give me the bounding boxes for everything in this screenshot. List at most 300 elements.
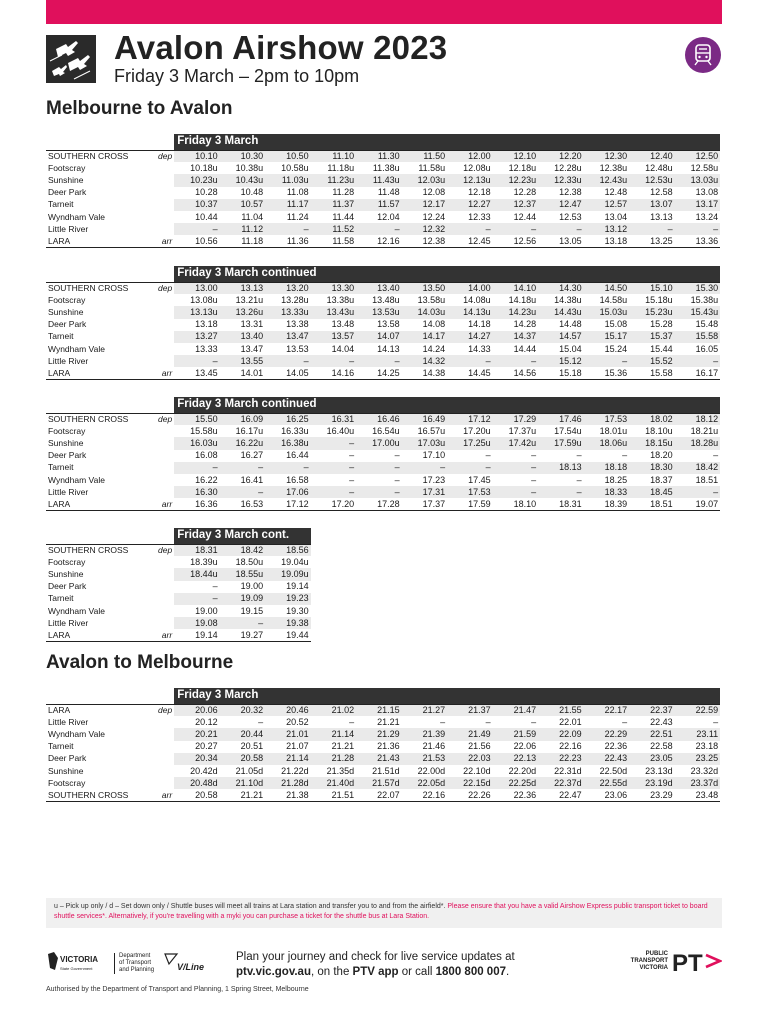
vline-logo: [163, 950, 207, 976]
time-cell: 15.37: [629, 331, 675, 343]
time-cell: 12.56: [493, 235, 539, 247]
dep-arr-label: [156, 462, 174, 474]
time-cell: 11.23u: [311, 174, 357, 186]
time-cell: 16.58: [286, 474, 309, 485]
table-row: [46, 605, 311, 617]
time-cell: 12.50: [675, 150, 721, 162]
table-row: [46, 425, 720, 437]
time-cell: 13.50: [402, 282, 448, 294]
time-cell: –: [174, 223, 220, 235]
station-name: SOUTHERN CROSS: [46, 789, 156, 801]
time-cell: –: [394, 450, 400, 461]
time-cell: 13.03u: [675, 174, 721, 186]
plan-mid: , on the: [310, 966, 353, 978]
dep-arr-label: [156, 741, 174, 753]
time-cell: –: [440, 716, 446, 727]
timetable-melbourne-to-avalon-2: [46, 266, 720, 380]
time-cell: 17.59: [447, 498, 493, 510]
time-cell: 12.18: [468, 187, 491, 198]
time-cell: 21.46: [422, 741, 446, 752]
time-cell: –: [220, 617, 266, 629]
time-cell: 21.55: [538, 704, 584, 716]
time-cell: 18.20: [650, 450, 673, 461]
time-cell: 13.55: [220, 355, 266, 367]
station-name: Tarneit: [48, 741, 74, 752]
ptv-logo: [620, 945, 722, 977]
time-cell: 21.14: [265, 753, 311, 765]
time-cell: 11.04: [241, 211, 264, 222]
time-cell: –: [356, 355, 402, 367]
station-name: Little River: [48, 223, 89, 234]
table-row: [46, 343, 720, 355]
time-cell: 19.00: [195, 605, 218, 616]
time-cell: 10.28: [195, 187, 218, 198]
time-cell: 22.43: [584, 753, 630, 765]
time-cell: 16.09: [220, 413, 266, 425]
time-cell: –: [402, 462, 448, 474]
time-cell: 12.43u: [584, 174, 630, 186]
time-cell: 21.27: [402, 704, 448, 716]
time-cell: 11.36: [265, 235, 311, 247]
time-cell: 12.00: [447, 150, 493, 162]
plan-end: .: [506, 966, 510, 978]
table-row: [46, 294, 720, 306]
time-cell: 12.16: [356, 235, 402, 247]
time-cell: 13.24: [695, 211, 719, 222]
ptv-phone[interactable]: 1800 800 007: [435, 966, 506, 978]
time-cell: 14.30: [538, 282, 584, 294]
dep-arr-label: arr: [156, 498, 174, 510]
time-cell: 14.28: [513, 319, 537, 330]
time-cell: –: [493, 486, 539, 498]
plan-line-2: [236, 965, 515, 980]
time-cell: 18.10u: [645, 425, 673, 436]
time-cell: 20.06: [174, 704, 220, 716]
table-row: [46, 187, 720, 199]
authorised-statement: Authorised by the Department of Transport and Planning, 1 Spring Street, Melbourne: [46, 986, 309, 993]
dep-arr-label: dep: [158, 282, 173, 293]
time-cell: 22.20d: [508, 765, 537, 776]
time-cell: 17.53: [447, 486, 493, 498]
station-name: Wyndham Vale: [48, 605, 105, 616]
table-title: Friday 3 March: [174, 134, 720, 150]
time-cell: 11.57: [356, 199, 402, 211]
page-subtitle: Friday 3 March – 2pm to 10pm: [114, 66, 360, 86]
time-cell: 20.44: [220, 728, 266, 740]
time-cell: 13.17: [675, 199, 721, 211]
dep-arr-label: [156, 593, 174, 605]
time-cell: 13.38: [286, 319, 309, 330]
time-cell: 18.06u: [584, 437, 630, 449]
dep-arr-label: [156, 605, 174, 617]
time-cell: 21.05d: [235, 765, 264, 776]
time-cell: 18.25: [604, 474, 628, 485]
time-cell: 14.13: [377, 343, 400, 354]
time-cell: 23.13d: [645, 765, 673, 776]
time-cell: 13.58: [377, 319, 400, 330]
time-cell: 18.15u: [629, 437, 675, 449]
time-cell: –: [531, 450, 537, 461]
time-cell: 14.58u: [599, 294, 628, 305]
time-cell: 20.32: [220, 704, 266, 716]
time-cell: –: [531, 716, 537, 727]
time-cell: –: [220, 462, 266, 474]
time-cell: 18.51: [695, 474, 719, 485]
time-cell: –: [493, 223, 539, 235]
plan-line-1: Plan your journey and check for live service updates at: [236, 951, 515, 963]
dep-arr-label: [156, 174, 174, 186]
time-cell: 22.17: [584, 704, 630, 716]
time-cell: 23.48: [675, 789, 721, 801]
time-cell: –: [311, 462, 357, 474]
time-cell: 22.10d: [463, 765, 491, 776]
time-cell: 17.25u: [447, 437, 493, 449]
dep-arr-label: [156, 425, 174, 437]
time-cell: 21.22d: [281, 765, 309, 776]
dep-arr-label: [156, 319, 174, 331]
time-cell: 16.22: [195, 474, 218, 485]
station-name: Wyndham Vale: [48, 474, 105, 485]
section-heading-avalon-to-melbourne: Avalon to Melbourne: [46, 652, 234, 673]
time-cell: 22.59: [675, 704, 721, 716]
time-cell: 21.51d: [372, 765, 400, 776]
timetable-melbourne-to-avalon-3: [46, 397, 720, 511]
station-name: Tarneit: [48, 593, 74, 604]
dep-arr-label: [156, 187, 174, 199]
time-cell: 12.32: [402, 223, 448, 235]
time-cell: 12.18u: [508, 162, 537, 173]
time-cell: 20.34: [174, 753, 220, 765]
time-cell: 20.51: [240, 741, 264, 752]
time-cell: 16.44: [286, 450, 309, 461]
ptv-logo-line-2: TRANSPORT: [630, 958, 668, 964]
table-row: [46, 474, 720, 486]
time-cell: 23.37d: [675, 777, 721, 789]
timetable-avalon-to-melbourne: [46, 688, 720, 802]
time-cell: –: [447, 462, 493, 474]
time-cell: 23.29: [629, 789, 675, 801]
time-cell: 19.30: [286, 605, 309, 616]
dep-arr-label: [156, 355, 174, 367]
time-cell: 22.31d: [554, 765, 582, 776]
time-cell: 13.47: [240, 343, 264, 354]
time-cell: 14.32: [402, 355, 448, 367]
time-cell: –: [447, 355, 493, 367]
table-row: [46, 741, 720, 753]
table-row: [46, 331, 720, 343]
time-cell: 22.07: [356, 789, 402, 801]
time-cell: 15.23u: [629, 306, 675, 318]
time-cell: 20.21: [174, 728, 220, 740]
time-cell: 18.55u: [220, 568, 266, 580]
time-cell: –: [538, 223, 584, 235]
time-cell: 22.23: [538, 753, 584, 765]
table-row: [46, 777, 720, 789]
time-cell: –: [394, 474, 400, 485]
time-cell: 13.13: [650, 211, 673, 222]
dep-arr-label: dep: [158, 413, 173, 424]
time-cell: 14.05: [265, 367, 311, 379]
table-row: [46, 367, 720, 379]
time-cell: 22.06: [513, 741, 537, 752]
time-cell: 20.58: [174, 789, 220, 801]
time-cell: 13.45: [174, 367, 220, 379]
time-cell: 18.39: [584, 498, 630, 510]
time-cell: 22.29: [584, 728, 630, 740]
time-cell: –: [220, 486, 266, 498]
time-cell: 12.48: [604, 187, 628, 198]
time-cell: 16.27: [240, 450, 264, 461]
station-name: Footscray: [48, 425, 86, 436]
time-cell: 12.28u: [554, 162, 582, 173]
ptv-website-link[interactable]: ptv.vic.gov.au: [236, 966, 311, 978]
time-cell: –: [356, 223, 402, 235]
time-cell: 21.21: [377, 716, 400, 727]
time-cell: 14.17: [402, 331, 448, 343]
time-cell: –: [356, 486, 402, 498]
time-cell: 23.11: [675, 728, 721, 740]
time-cell: 11.52: [311, 223, 357, 235]
time-cell: –: [174, 355, 220, 367]
time-cell: 16.54u: [372, 425, 400, 436]
time-cell: 17.42u: [493, 437, 539, 449]
time-cell: 22.13: [493, 753, 539, 765]
time-cell: 12.17: [402, 199, 448, 211]
time-cell: 21.01: [265, 728, 311, 740]
dep-arr-label: [156, 617, 174, 629]
time-cell: 14.43u: [538, 306, 584, 318]
time-cell: 13.30: [311, 282, 357, 294]
time-cell: 12.04: [377, 211, 400, 222]
time-cell: 16.49: [402, 413, 448, 425]
station-name: LARA: [46, 629, 156, 641]
time-cell: 22.03: [447, 753, 493, 765]
time-cell: 15.04: [559, 343, 582, 354]
time-cell: 13.00: [174, 282, 220, 294]
station-name: Little River: [48, 617, 89, 628]
time-cell: 22.37d: [538, 777, 584, 789]
time-cell: 16.40u: [326, 425, 355, 436]
time-cell: 20.48d: [174, 777, 220, 789]
time-cell: 14.50: [584, 282, 630, 294]
time-cell: 22.15d: [447, 777, 493, 789]
time-cell: 19.44: [265, 629, 311, 641]
time-cell: 14.25: [356, 367, 402, 379]
time-cell: 13.13: [220, 282, 266, 294]
time-cell: 22.00d: [417, 765, 446, 776]
station-name: Deer Park: [48, 187, 87, 198]
time-cell: 10.23u: [174, 174, 220, 186]
time-cell: 12.08: [422, 187, 446, 198]
time-cell: 14.56: [493, 367, 539, 379]
time-cell: 23.18: [695, 741, 719, 752]
time-cell: 11.44: [332, 211, 355, 222]
table-row: [46, 629, 311, 641]
time-cell: 19.04u: [281, 556, 309, 567]
time-cell: –: [675, 355, 721, 367]
time-cell: 13.08: [695, 187, 719, 198]
station-name: Sunshine: [48, 306, 84, 317]
time-cell: 21.15: [356, 704, 402, 716]
footnote-text: u – Pick up only / d – Set down only / Shuttle buses will meet all trains at Lara station and transfer you to and from the airfield*.: [54, 903, 448, 910]
time-cell: 19.27: [220, 629, 266, 641]
time-cell: 12.27: [447, 199, 493, 211]
time-cell: 15.58: [675, 331, 721, 343]
plan-journey-text: [236, 950, 515, 980]
time-cell: 10.43u: [220, 174, 266, 186]
time-cell: 16.41: [240, 474, 264, 485]
time-cell: 13.20: [265, 282, 311, 294]
time-cell: 21.59: [493, 728, 539, 740]
time-cell: 17.00u: [356, 437, 402, 449]
time-cell: 17.23: [422, 474, 446, 485]
time-cell: –: [485, 450, 491, 461]
station-name: LARA: [46, 498, 156, 510]
time-cell: –: [311, 437, 357, 449]
dep-arr-label: [156, 753, 174, 765]
time-cell: 10.18u: [190, 162, 218, 173]
time-cell: 12.38u: [599, 162, 628, 173]
footnote: [46, 898, 722, 928]
time-cell: –: [713, 450, 719, 461]
time-cell: –: [713, 716, 719, 727]
time-cell: 17.10: [422, 450, 446, 461]
time-cell: 14.45: [447, 367, 493, 379]
time-cell: 17.12: [265, 498, 311, 510]
table-row: [46, 581, 311, 593]
time-cell: 14.48: [559, 319, 582, 330]
time-cell: 22.58: [650, 741, 673, 752]
table-title: Friday 3 March cont.: [174, 528, 311, 544]
station-name: LARA: [46, 367, 156, 379]
time-cell: 12.58: [650, 187, 673, 198]
time-cell: 13.38u: [326, 294, 355, 305]
time-cell: 14.07: [356, 331, 402, 343]
time-cell: 14.08u: [463, 294, 491, 305]
time-cell: 21.57d: [356, 777, 402, 789]
time-cell: –: [265, 355, 311, 367]
time-cell: –: [675, 486, 721, 498]
station-name: Footscray: [48, 777, 86, 788]
time-cell: 15.03u: [584, 306, 630, 318]
dep-arr-label: arr: [156, 235, 174, 247]
time-cell: 18.28u: [675, 437, 721, 449]
time-cell: 17.03u: [402, 437, 448, 449]
dep-arr-label: [156, 331, 174, 343]
time-cell: 19.14: [286, 581, 309, 592]
time-cell: –: [531, 474, 537, 485]
time-cell: 16.17: [675, 367, 721, 379]
time-cell: –: [174, 462, 220, 474]
dep-arr-label: [156, 450, 174, 462]
time-cell: 22.51: [629, 728, 675, 740]
time-cell: 13.26u: [220, 306, 266, 318]
time-cell: 11.12: [220, 223, 266, 235]
time-cell: 17.45: [468, 474, 491, 485]
time-cell: 23.06: [584, 789, 630, 801]
time-cell: 23.32d: [690, 765, 719, 776]
time-cell: 22.16: [559, 741, 582, 752]
time-cell: 19.00: [240, 581, 264, 592]
time-cell: 14.00: [447, 282, 493, 294]
time-cell: 16.22u: [220, 437, 266, 449]
station-name: Little River: [48, 355, 89, 366]
time-cell: 22.55d: [584, 777, 630, 789]
time-cell: 16.03u: [174, 437, 220, 449]
time-cell: 11.58u: [418, 162, 446, 173]
table-row: [46, 728, 720, 740]
station-name: Sunshine: [48, 437, 84, 448]
table-row: [46, 437, 720, 449]
time-cell: 13.28u: [281, 294, 309, 305]
station-name: LARA: [46, 235, 156, 247]
time-cell: 17.54u: [554, 425, 582, 436]
time-cell: 17.12: [447, 413, 493, 425]
time-cell: 20.46: [265, 704, 311, 716]
time-cell: 13.58u: [417, 294, 446, 305]
time-cell: 12.58u: [690, 162, 719, 173]
station-name: Tarneit: [48, 331, 74, 342]
table-row: [46, 306, 720, 318]
table-header-row: [46, 528, 311, 544]
time-cell: 18.02: [629, 413, 675, 425]
time-cell: 21.28d: [265, 777, 311, 789]
time-cell: 11.10: [311, 150, 357, 162]
time-cell: 20.12: [195, 716, 218, 727]
table-title: Friday 3 March continued: [174, 266, 720, 282]
time-cell: 19.08: [174, 617, 220, 629]
time-cell: 19.09: [220, 593, 266, 605]
time-cell: 13.13u: [174, 306, 220, 318]
time-cell: 12.38: [402, 235, 448, 247]
time-cell: 13.53u: [356, 306, 402, 318]
station-name: Little River: [48, 486, 89, 497]
time-cell: 16.53: [220, 498, 266, 510]
time-cell: 18.31: [174, 544, 220, 556]
time-cell: 12.30: [584, 150, 630, 162]
time-cell: 11.03u: [265, 174, 311, 186]
time-cell: 22.50d: [599, 765, 628, 776]
time-cell: 13.18: [195, 319, 218, 330]
station-name: Wyndham Vale: [48, 728, 105, 739]
time-cell: 19.23: [265, 593, 311, 605]
time-cell: 14.27: [447, 331, 493, 343]
time-cell: 10.57: [220, 199, 266, 211]
plan-or: or call: [398, 966, 436, 978]
dep-arr-label: [156, 306, 174, 318]
time-cell: –: [258, 716, 264, 727]
time-cell: 18.33: [584, 486, 630, 498]
ptv-app-link[interactable]: PTV app: [352, 966, 399, 978]
station-name: Footscray: [48, 162, 86, 173]
time-cell: 13.43u: [311, 306, 357, 318]
time-cell: 22.05d: [402, 777, 448, 789]
ptv-logo-mark: PT: [672, 950, 703, 977]
time-cell: 18.56: [265, 544, 311, 556]
time-cell: –: [576, 450, 582, 461]
department-logo-text: Department of Transport and Planning: [114, 953, 154, 974]
time-cell: 12.53u: [629, 174, 675, 186]
time-cell: 20.27: [195, 741, 218, 752]
time-cell: 14.37: [493, 331, 539, 343]
dep-arr-label: [156, 199, 174, 211]
dep-arr-label: [156, 223, 174, 235]
time-cell: –: [485, 716, 491, 727]
time-cell: 17.06: [265, 486, 311, 498]
time-cell: 21.21: [331, 741, 355, 752]
time-cell: 17.37u: [508, 425, 537, 436]
time-cell: 15.58: [629, 367, 675, 379]
